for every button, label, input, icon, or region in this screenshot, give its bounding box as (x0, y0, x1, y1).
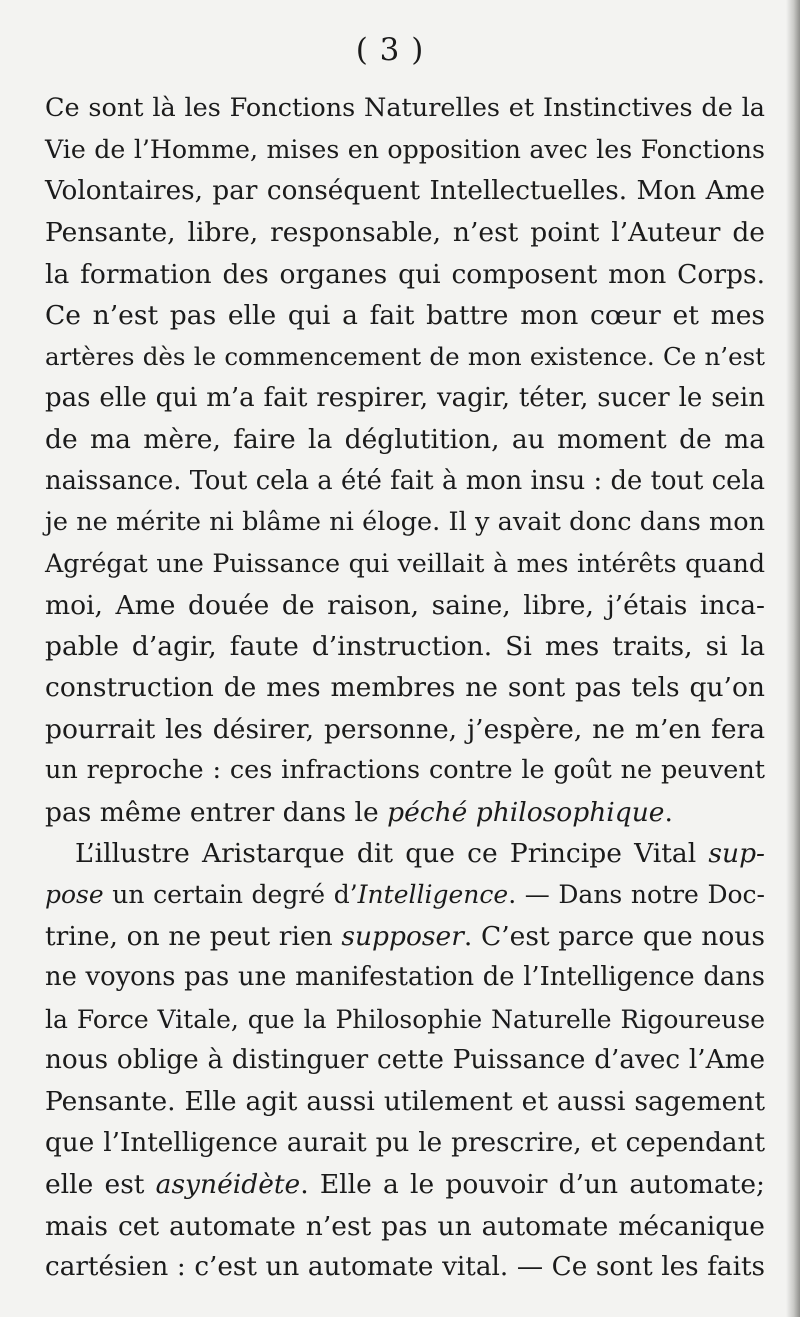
text-segment: de ma mère, faire la déglutition, au moment de ma (45, 424, 765, 456)
page-number: ( 3 ) (355, 32, 425, 68)
text-segment: L’illustre Aristarque dit que ce Principe Vital (75, 838, 709, 870)
text-line (45, 129, 765, 170)
text-line (45, 1040, 765, 1081)
text-segment: . — Dans notre Doc- (508, 880, 765, 910)
text-segment: elle est (45, 1169, 156, 1201)
text-segment: la formation des organes qui composent mon Corps. (45, 258, 765, 290)
text-segment: un reproche : ces infractions contre le goût ne peuvent (45, 755, 765, 786)
text-segment: artères dès le commencement de mon existence. Ce n’est (45, 342, 765, 372)
binding-shadow (786, 0, 800, 1317)
text-line (45, 792, 765, 833)
text-line (45, 833, 765, 874)
text-line (45, 378, 765, 419)
text-line (45, 336, 765, 377)
text-segment: Pensante. Elle agit aussi utilement et aussi sagement (45, 1086, 765, 1118)
text-line (45, 585, 765, 626)
text-segment: pas elle qui m’a fait respirer, vagir, téter, sucer le sein (45, 382, 765, 413)
text-line (45, 254, 765, 295)
text-segment: pable d’agir, faute d’instruction. Si mes traits, si la (45, 631, 765, 663)
text-line (45, 1206, 765, 1247)
text-line (45, 999, 765, 1040)
text-segment: Volontaires, par conséquent Intellectuelles. Mon Ame (45, 175, 765, 206)
text-segment: pourrait les désirer, personne, j’espère, ne m’en fera (45, 713, 765, 745)
italic-text-segment: sup- (708, 838, 765, 870)
text-segment: moi, Ame douée de raison, saine, libre, j’étais inca- (45, 589, 765, 621)
text-line (45, 750, 765, 791)
text-segment: Agrégat une Puissance qui veillait à mes intérêts quand (45, 549, 765, 579)
text-segment: la Force Vitale, que la Philosophie Naturelle Rigoureuse (45, 1004, 765, 1034)
text-line (45, 1081, 765, 1122)
text-segment: naissance. Tout cela a été fait à mon insu : de tout cela (45, 465, 765, 496)
text-line (45, 916, 765, 957)
text-line (45, 709, 765, 750)
italic-text-segment: asynéidète (155, 1169, 301, 1201)
text-segment: Ce sont là les Fonctions Naturelles et Instinctives de la (45, 93, 765, 123)
text-segment: . C’est parce que nous (463, 920, 765, 952)
text-segment: mais cet automate n’est pas un automate mécanique (45, 1210, 765, 1242)
text-line (45, 667, 765, 708)
text-line (45, 957, 765, 998)
text-line (45, 461, 765, 502)
text-segment: Vie de l’Homme, mises en opposition avec les Fonctions (45, 135, 765, 165)
text-segment: . Elle a le pouvoir d’un automate; (300, 1169, 765, 1201)
text-segment: je ne mérite ni blâme ni éloge. Il y avait donc dans mon (45, 506, 765, 537)
text-segment: nous oblige à distinguer cette Puissance d’avec l’Ame (45, 1044, 765, 1075)
text-segment: trine, on ne peut rien (45, 920, 342, 952)
text-line (45, 171, 765, 212)
text-segment: un certain degré d’ (103, 880, 358, 910)
text-line (45, 874, 765, 915)
italic-text-segment: péché philosophique (387, 796, 665, 828)
text-segment: cartésien : c’est un automate vital. — Ce sont les faits (45, 1251, 765, 1282)
text-segment: pas même entrer dans le (45, 796, 388, 828)
text-line (45, 88, 765, 129)
body-text (45, 88, 765, 1288)
text-line (45, 419, 765, 460)
italic-text-segment: Intelligence (357, 880, 509, 910)
text-segment: Ce n’est pas elle qui a fait battre mon cœur et mes (45, 299, 765, 331)
text-line (45, 1123, 765, 1164)
text-segment: . (664, 796, 673, 828)
text-segment: que l’Intelligence aurait pu le prescrire, et cependant (45, 1127, 765, 1158)
italic-text-segment: pose (45, 880, 104, 910)
text-line (45, 543, 765, 584)
text-segment: ne voyons pas une manifestation de l’Intelligence dans (45, 962, 765, 993)
text-line (45, 1164, 765, 1205)
text-line (45, 502, 765, 543)
text-segment: construction de mes membres ne sont pas tels qu’on (45, 672, 765, 704)
text-line (45, 626, 765, 667)
text-line (45, 1247, 765, 1288)
text-line (45, 212, 765, 253)
italic-text-segment: supposer (341, 920, 464, 952)
text-line (45, 295, 765, 336)
text-segment: Pensante, libre, responsable, n’est point l’Auteur de (45, 217, 765, 249)
